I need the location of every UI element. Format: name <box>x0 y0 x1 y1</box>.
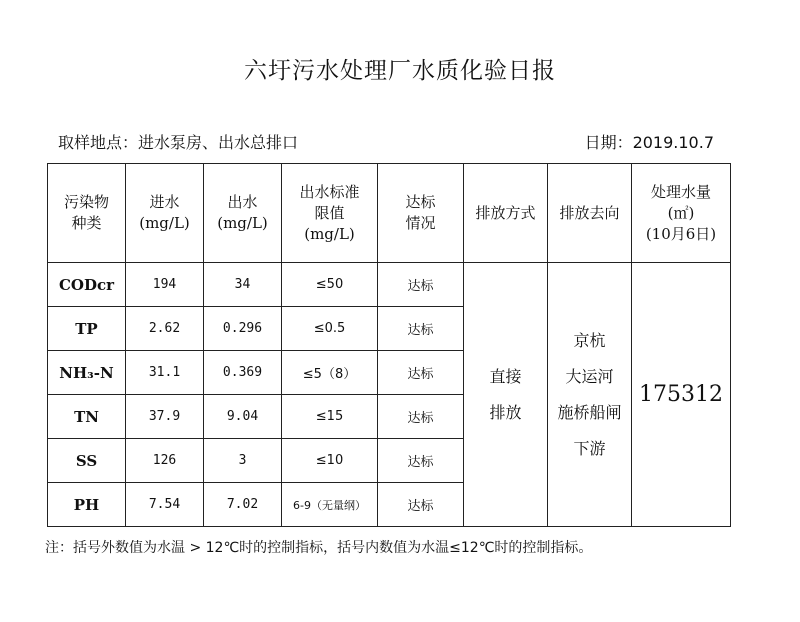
inflow-value: 194 <box>126 263 204 307</box>
inflow-value: 37.9 <box>126 395 204 439</box>
limit-value: ≤0.5 <box>282 307 378 351</box>
compliance-status: 达标 <box>378 263 464 307</box>
outflow-value: 3 <box>204 439 282 483</box>
header-discharge-method: 排放方式 <box>464 164 548 263</box>
outflow-value: 0.296 <box>204 307 282 351</box>
param-name: CODcr <box>48 263 126 307</box>
compliance-status: 达标 <box>378 351 464 395</box>
header-compliance: 达标 情况 <box>378 164 464 263</box>
header-inflow: 进水 (mg/L) <box>126 164 204 263</box>
inflow-value: 7.54 <box>126 483 204 527</box>
footnote: 注：括号外数值为水温 > 12℃时的控制指标，括号内数值为水温≤12℃时的控制指标。 <box>45 540 593 556</box>
outflow-value: 34 <box>204 263 282 307</box>
param-name: SS <box>48 439 126 483</box>
treated-volume: 175312 <box>632 263 731 527</box>
param-name: TN <box>48 395 126 439</box>
water-quality-table <box>47 163 731 527</box>
inflow-value: 31.1 <box>126 351 204 395</box>
outflow-value: 7.02 <box>204 483 282 527</box>
compliance-status: 达标 <box>378 483 464 527</box>
limit-value: ≤50 <box>282 263 378 307</box>
param-name: TP <box>48 307 126 351</box>
table-row <box>48 263 731 307</box>
compliance-status: 达标 <box>378 307 464 351</box>
limit-value: 6-9（无量纲） <box>282 483 378 527</box>
header-discharge-destination: 排放去向 <box>548 164 632 263</box>
report-date: 日期：2019.10.7 <box>584 133 714 152</box>
compliance-status: 达标 <box>378 439 464 483</box>
compliance-status: 达标 <box>378 395 464 439</box>
table-header-row <box>48 164 731 263</box>
limit-value: ≤10 <box>282 439 378 483</box>
sample-location: 取样地点：进水泵房、出水总排口 <box>58 133 299 152</box>
inflow-value: 126 <box>126 439 204 483</box>
outflow-value: 0.369 <box>204 351 282 395</box>
param-name: PH <box>48 483 126 527</box>
inflow-value: 2.62 <box>126 307 204 351</box>
discharge-destination: 京杭 大运河 施桥船闸 下游 <box>548 263 632 527</box>
outflow-value: 9.04 <box>204 395 282 439</box>
header-limit: 出水标准 限值 (mg/L) <box>282 164 378 263</box>
limit-value: ≤15 <box>282 395 378 439</box>
header-pollutant-type: 污染物 种类 <box>48 164 126 263</box>
header-outflow: 出水 (mg/L) <box>204 164 282 263</box>
limit-value: ≤5（8） <box>282 351 378 395</box>
discharge-method: 直接 排放 <box>464 263 548 527</box>
header-treated-volume: 处理水量 (㎡) (10月6日) <box>632 164 731 263</box>
param-name: NH₃-N <box>48 351 126 395</box>
report-title: 六圩污水处理厂水质化验日报 <box>244 58 556 84</box>
